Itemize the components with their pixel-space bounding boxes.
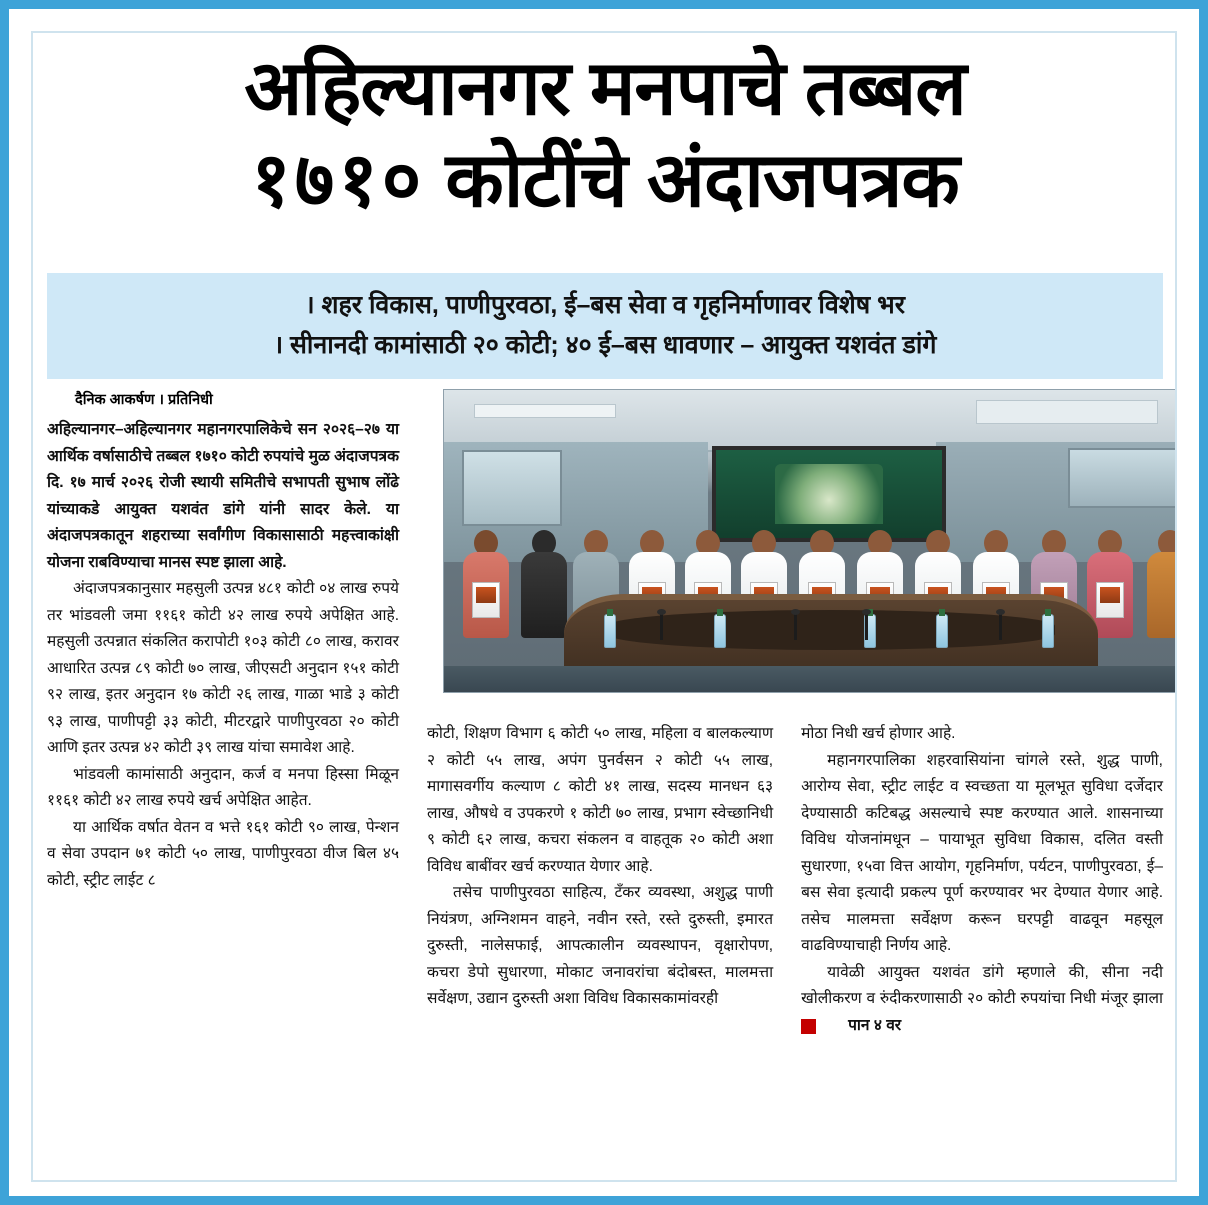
subhead-2: । सीनानदी कामांसाठी २० कोटी; ४० ई–बस धावणार – आयुक्त यशवंत डांगे — [273, 331, 937, 359]
paragraph — [801, 960, 1163, 1043]
paragraph: मोठा निधी खर्च होणार आहे. — [801, 725, 956, 742]
torso — [1147, 552, 1177, 638]
water-bottle — [714, 614, 726, 648]
paragraph: तसेच पाणीपुरवठा साहित्य, टँकर व्यवस्था, अशुद्ध पाणी नियंत्रण, अग्निशमन वाहने, नवीन रस्ते, रस्ते दुरुस्ती, इमारत दुरुस्ती, नालेसफाई, आपत्कालीन व्यवस्थापन, वृक्षारोपण, कचरा डेपो सुधारणा, मोकाट जनावरांचा बंदोबस्त, मालमत्ता सर्वेक्षण, उद्यान दुरुस्ती अशा विविध विकासकामांवरही — [427, 884, 774, 1007]
column-1 — [47, 417, 413, 894]
microphone — [865, 614, 868, 640]
paragraph: कोटी, शिक्षण विभाग ६ कोटी ५० लाख, महिला व बालकल्याण २ कोटी ५५ लाख, अपंग पुनर्वसन २ कोटी ५५ लाख, मागासवर्गीय कल्याण ८ कोटी ४१ लाख, सदस्य मानधन ६३ लाख, औषधे व उपकरणे १ कोटी ७० लाख, प्रभाग स्वेच्छानिधी ९ कोटी ६२ लाख, कचरा संकलन व वाहतूक २० कोटी अशा विविध बाबींवर खर्च करण्यात येणार आहे. — [427, 725, 774, 875]
paragraph: या आर्थिक वर्षात वेतन व भत्ते १६१ कोटी ९० लाख, पेन्शन व सेवा उपदान ७१ कोटी ५० लाख, पाणीपुरवठा वीज बिल ४५ कोटी, स्ट्रीट लाईट ८ — [47, 818, 400, 889]
continuation-ref — [801, 1013, 901, 1040]
headline-line-1: अहिल्यानगर मनपाचे तब्बल — [244, 46, 966, 131]
page-content — [47, 43, 1163, 1176]
headline-line-2-rest: कोटींचे अंदाजपत्रक — [445, 138, 959, 223]
article-photo — [443, 389, 1177, 693]
article-body — [47, 389, 1163, 1043]
person — [1144, 530, 1177, 638]
red-square-icon — [801, 1019, 816, 1034]
paragraph-text: यावेळी आयुक्त यशवंत डांगे म्हणाले की, सीना नदी खोलीकरण व रुंदीकरणासाठी २० कोटी रुपयांचा निधी मंजूर झाला — [801, 963, 1163, 1007]
headline-line-2 — [47, 135, 1163, 227]
subhead-1: । शहर विकास, पाणीपुरवठा, ई–बस सेवा व गृहनिर्माणावर विशेष भर — [305, 291, 905, 319]
paragraph: अहिल्यानगर–अहिल्यानगर महानगरपालिकेचे सन २०२६–२७ या आर्थिक वर्षासाठीचे तब्बल १७१० कोटी रुपयांचे मुळ अंदाजपत्रक दि. १७ मार्च २०२६ रोजी स्थायी समितीचे सभापती सुभाष लोंढे यांच्याकडे आयुक्त यशवंत डांगे यांनी सादर केले. या अंदाजपत्रकातून शहराच्या सर्वांगीण विकासासाठी महत्त्वाकांक्षी योजना राबविण्याचा मानस स्पष्ट झाला आहे. — [47, 421, 400, 571]
person — [518, 530, 570, 638]
paragraph: भांडवली कामांसाठी अनुदान, कर्ज व मनपा हिस्सा मिळून ११६१ कोटी ४२ लाख रुपये खर्च अपेक्षित आहेत. — [47, 765, 400, 809]
water-bottle — [604, 614, 616, 648]
floor — [444, 666, 1177, 692]
microphone — [999, 614, 1002, 640]
subhead-band — [47, 273, 1163, 379]
booklet — [1096, 582, 1124, 618]
water-bottle — [1042, 614, 1054, 648]
photo-scene — [444, 390, 1177, 692]
microphone — [794, 614, 797, 640]
booklet — [472, 582, 500, 618]
continuation-label: पान ४ वर — [848, 1016, 902, 1034]
torso — [521, 552, 567, 638]
water-bottle — [936, 614, 948, 648]
byline: दैनिक आकर्षण । प्रतिनिधी — [75, 392, 213, 408]
headline-amount: १७१० — [251, 138, 426, 223]
page-title — [47, 43, 1163, 227]
person — [460, 530, 512, 638]
page-inner-frame — [31, 31, 1177, 1182]
paragraph: अंदाजपत्रकानुसार महसुली उत्पन्न ४८१ कोटी ०४ लाख रुपये तर भांडवली जमा ११६१ कोटी ४२ लाख रुपये अपेक्षित आहे. महसुली उत्पन्नात संकलित करापोटी १०३ कोटी ८० लाख, करावर आधारित उत्पन्न ८९ कोटी ७० लाख, जीएसटी अनुदान १५१ कोटी ९२ लाख, इतर अनुदान १७ कोटी २६ लाख, गाळा भाडे ३ कोटी ९३ लाख, पाणीपट्टी ३३ कोटी, मीटरद्वारे पाणीपुरवठा २० कोटी आणि इतर उत्पन्न ४२ कोटी ३९ लाख यांचा समावेश आहे. — [47, 580, 400, 756]
paragraph: महानगरपालिका शहरवासियांना चांगले रस्ते, शुद्ध पाणी, आरोग्य सेवा, स्ट्रीट लाईट व स्वच्छता या मूलभूत सुविधा दर्जेदार देण्यासाठी कटिबद्ध असल्याचे स्पष्ट करण्यात आले. शासनाच्या विविध योजनांमधून – पायाभूत सुविधा विकास, दलित वस्ती सुधारणा, १५वा वित्त आयोग, गृहनिर्माण, पर्यटन, पाणीपुरवठा, ई–बस सेवा इत्यादी प्रकल्प पूर्ण करण्यावर भर देण्यात येणार आहे. तसेच मालमत्ता सर्वेक्षण करून घरपट्टी वाढवून महसूल वाढविण्याचाही निर्णय आहे. — [801, 751, 1163, 954]
microphone — [660, 614, 663, 640]
